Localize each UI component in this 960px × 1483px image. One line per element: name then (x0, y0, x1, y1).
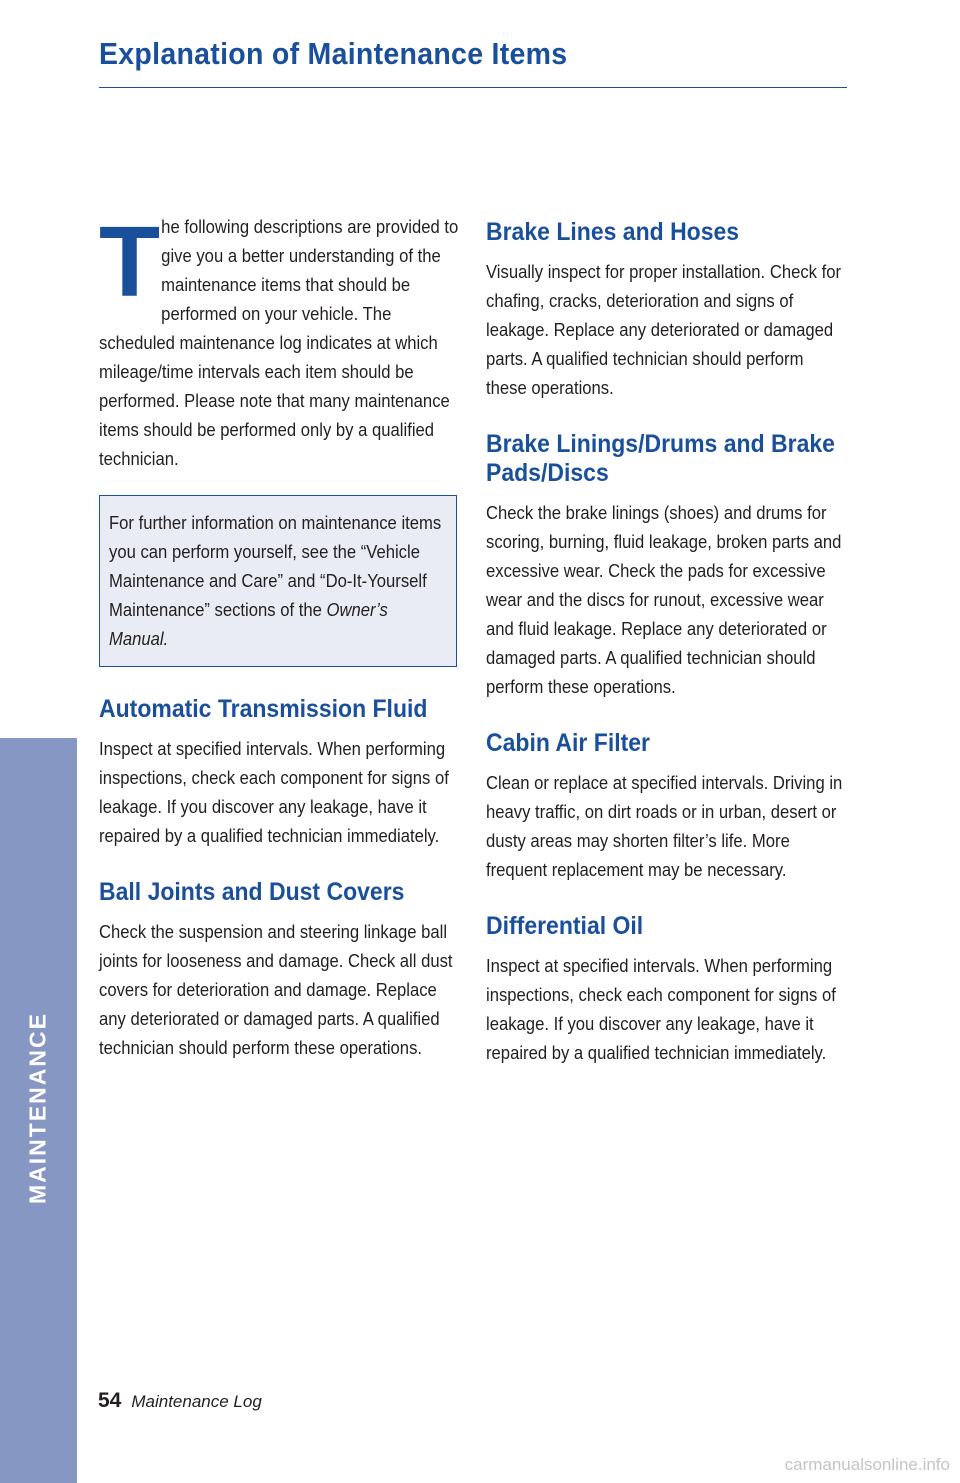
section-heading: Brake Lines and Hoses (486, 218, 740, 246)
section-text: Check the brake linings (shoes) and drums for scoring, burning, fluid leakage, broken parts and excessive wear. Check the pads for excessive wear and the discs for runout, excessive wear and fluid leakage. Replace any deteriorated or damaged parts. A qualified technician should perform these operations. (486, 502, 842, 697)
section-text: Inspect at specified intervals. When performing inspections, check each component for signs of leakage. If you discover any leakage, have it repaired by a qualified technician immediately. (99, 738, 449, 846)
watermark: carmanualsonline.info (784, 1455, 950, 1474)
right-column (486, 212, 846, 1067)
owners-manual-title: Owner’s Manual. (109, 599, 388, 649)
note-body: For further information on maintenance items you can perform yourself, see the “Vehicle Maintenance and Care” and “Do-It-Yourself Maintenance” sections of the (109, 512, 442, 620)
footer-label: Maintenance Log (131, 1392, 262, 1411)
section-heading: Differential Oil (486, 912, 644, 940)
intro-text: he following descriptions are provided to give you a better understanding of the maintenance items that should be performed on your vehicle. The scheduled maintenance log indicates at which mileage/time intervals each item should be performed. Please note that many maintenance items should be performed only by a qualified technician. (99, 216, 459, 469)
note-box (99, 495, 457, 667)
section-text: Inspect at specified intervals. When performing inspections, check each component for signs of leakage. If you discover any leakage, have it repaired by a qualified technician immediately. (486, 955, 836, 1063)
section-heading: Cabin Air Filter (486, 729, 651, 757)
section-heading: Brake Linings/Drums and Brake Pads/Discs (486, 430, 835, 487)
side-tab-label: MAINTENANCE (24, 1012, 51, 1204)
intro-paragraph (99, 206, 459, 473)
section-heading: Ball Joints and Dust Covers (99, 878, 405, 906)
section-text: Check the suspension and steering linkage ball joints for looseness and damage. Check all dust covers for deterioration and damage. Replace any deteriorated or damaged parts. A qualified technician should perform these operations. (99, 921, 453, 1058)
section-heading: Automatic Transmission Fluid (99, 695, 428, 723)
section-text: Visually inspect for proper installation. Check for chafing, cracks, deterioration and signs of leakage. Replace any deteriorated or damaged parts. A qualified technician should perform these operations. (486, 261, 842, 398)
page-footer (98, 1389, 262, 1413)
page-title: Explanation of Maintenance Items (99, 36, 568, 71)
page-number: 54 (98, 1389, 122, 1412)
section-text: Clean or replace at specified intervals. Driving in heavy traffic, on dirt roads or in urban, desert or dusty areas may shorten filter’s life. More frequent replacement may be necessary. (486, 772, 843, 880)
drop-cap: T (99, 206, 161, 318)
title-divider (99, 87, 847, 88)
note-text (109, 508, 451, 653)
left-column (99, 206, 459, 1062)
